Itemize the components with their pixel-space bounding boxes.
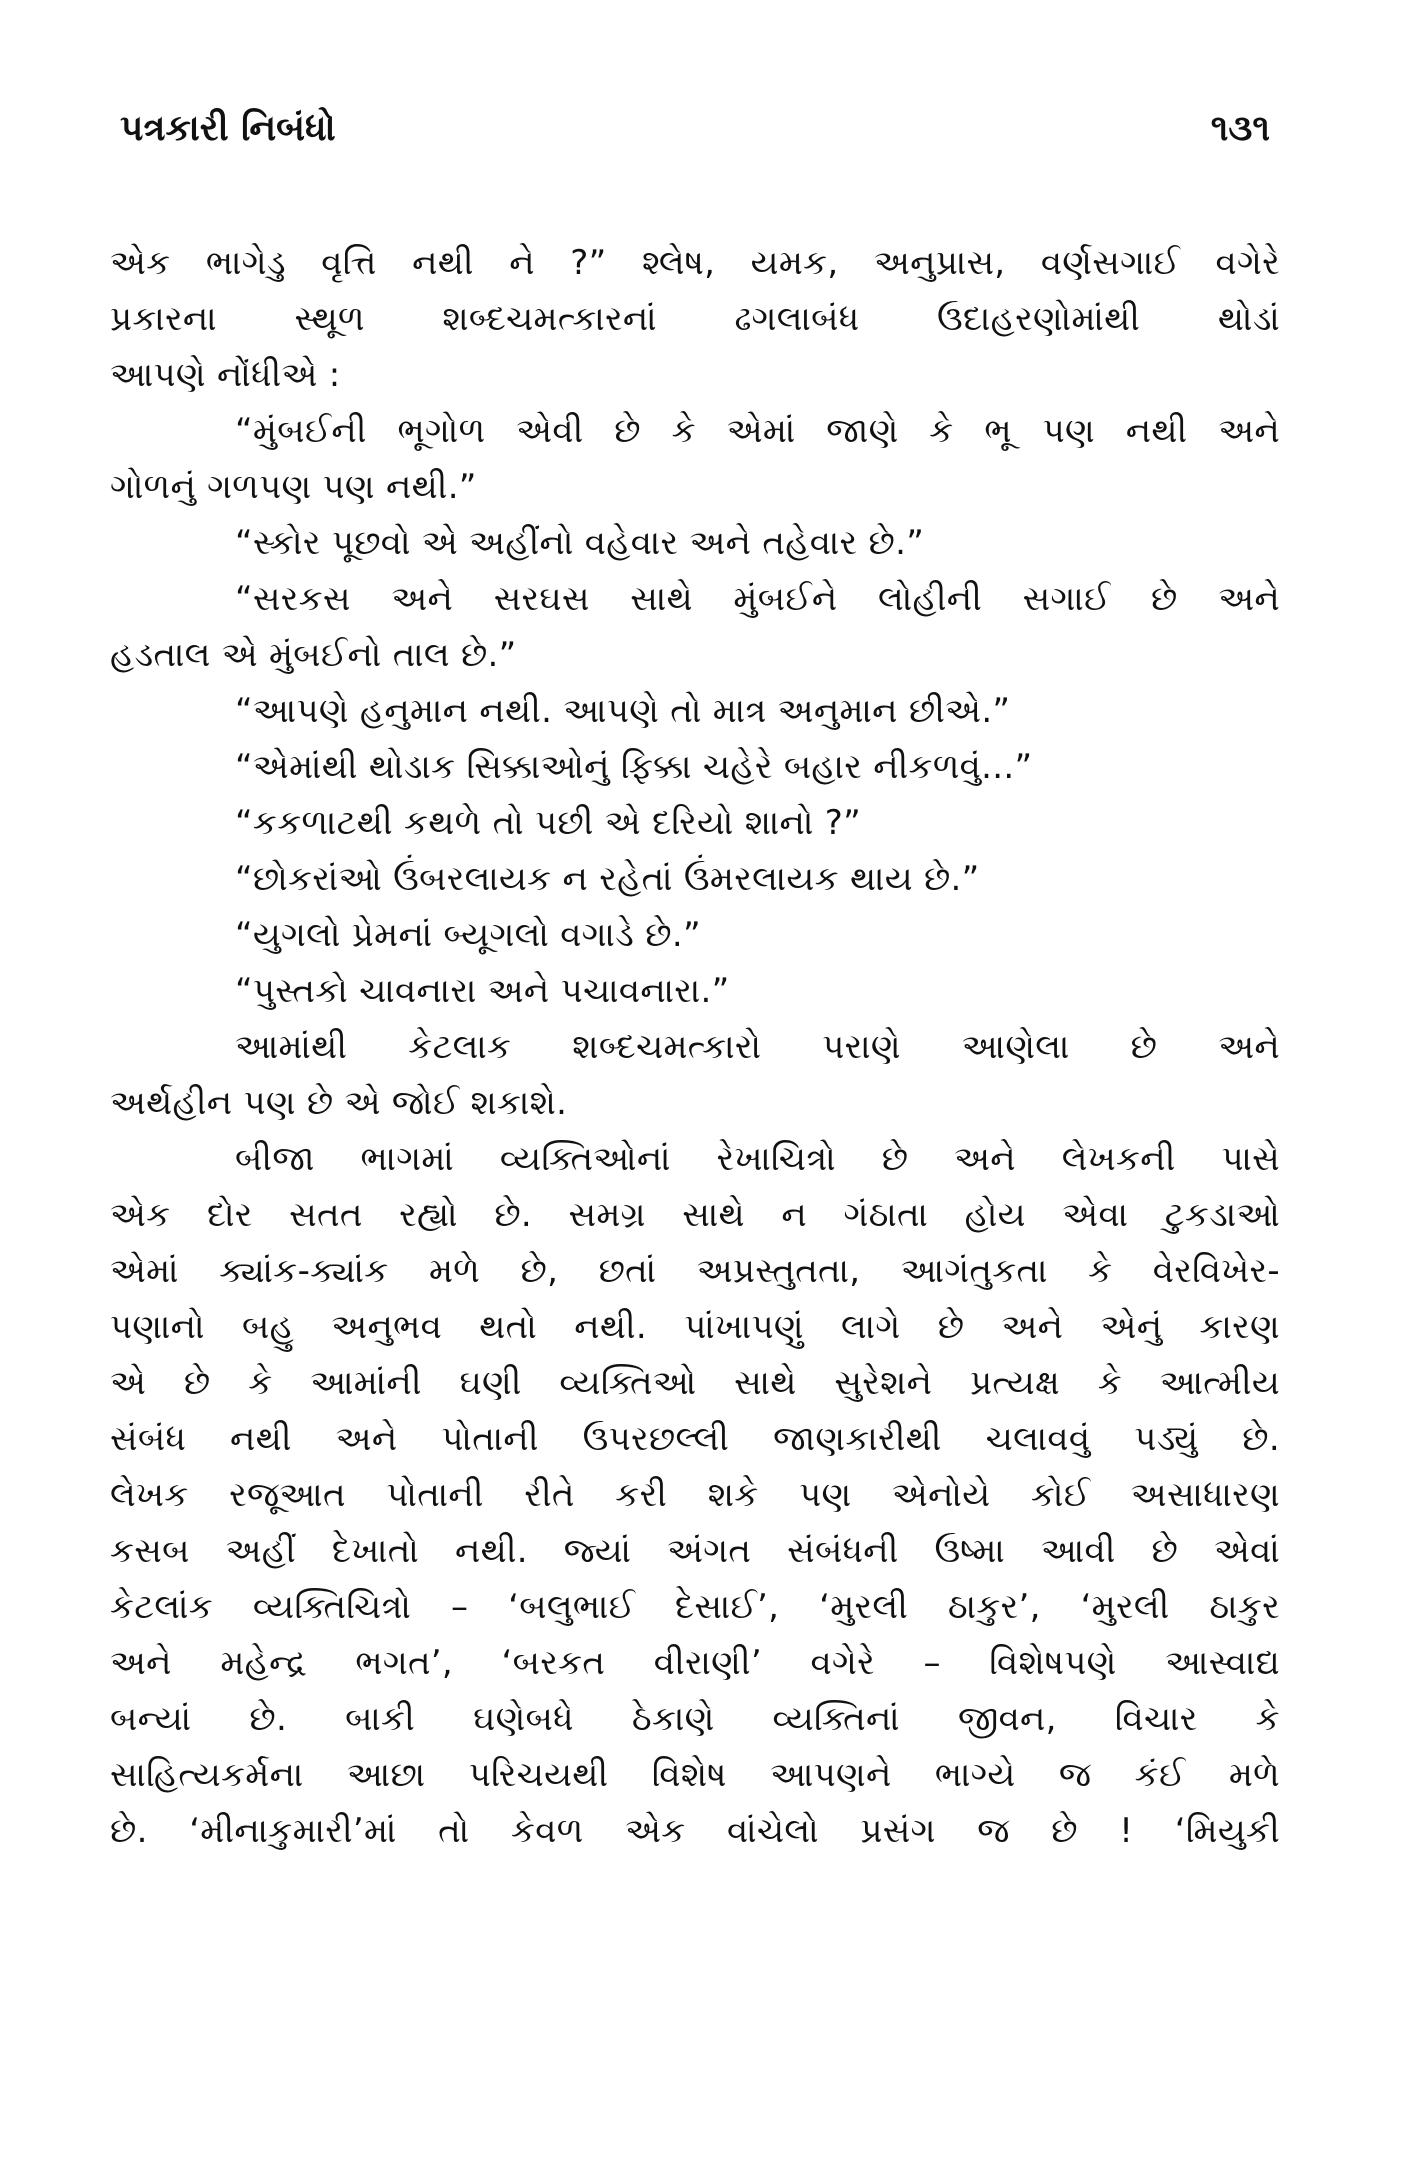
- quote-line: “યુગલો પ્રેમનાં બ્યૂગલો વગાડે છે.”: [235, 915, 701, 955]
- text-line: આપણે નોંધીએ :: [110, 355, 341, 395]
- paragraph-line: છે. ‘મીનાકુમારી’માં તો કેવળ એક વાંચેલો પ્રસંગ જ છે ! ‘મિયુકી: [110, 1811, 1280, 1851]
- paragraph-line: પણાનો બહુ અનુભવ થતો નથી. પાંખાપણું લાગે છે અને એનું કારણ: [110, 1307, 1280, 1347]
- text-line: પ્રકારના સ્થૂળ શબ્દચમત્કારનાં ઢગલાબંધ ઉદાહરણોમાંથી થોડાં: [110, 299, 1280, 339]
- quote-line: “મુંબઈની ભૂગોળ એવી છે કે એમાં જાણે કે ભૂ પણ નથી અને: [235, 411, 1280, 451]
- quote-line: હડતાલ એ મુંબઈનો તાલ છે.”: [110, 635, 517, 675]
- quote-line: ગોળનું ગળપણ પણ નથી.”: [110, 467, 477, 507]
- running-title: પત્રકારી નિબંધો: [120, 108, 336, 149]
- text-line: એક ભાગેડુ વૃત્તિ નથી ને ?” શ્લેષ, યમક, અનુપ્રાસ, વર્ણસગાઈ વગેરે: [110, 243, 1280, 283]
- paragraph-line: એમાં ક્યાંક-ક્યાંક મળે છે, છતાં અપ્રસ્તુતતા, આગંતુકતા કે વેરવિખેર-: [110, 1251, 1280, 1291]
- paragraph-line: સાહિત્યકર્મના આછા પરિચયથી વિશેષ આપણને ભાગ્યે જ કંઈ મળે: [110, 1755, 1280, 1795]
- body-text: [110, 235, 1280, 1859]
- page-number: ૧૩૧: [1210, 108, 1270, 149]
- quote-line: “કકળાટથી કથળે તો પછી એ દરિયો શાનો ?”: [235, 803, 862, 843]
- paragraph-line: અને મહેન્દ્ર ભગત’, ‘બરકત વીરાણી’ વગેરે – વિશેષપણે આસ્વાદ્ય: [110, 1643, 1280, 1683]
- paragraph-line: લેખક રજૂઆત પોતાની રીતે કરી શકે પણ એનોયે કોઈ અસાધારણ: [110, 1475, 1280, 1515]
- quote-line: “પુસ્તકો ચાવનારા અને પચાવનારા.”: [235, 971, 730, 1011]
- paragraph-line: બીજા ભાગમાં વ્યક્તિઓનાં રેખાચિત્રો છે અને લેખકની પાસે: [235, 1139, 1280, 1179]
- quote-line: “આપણે હનુમાન નથી. આપણે તો માત્ર અનુમાન છીએ.”: [235, 691, 1011, 731]
- paragraph-line: કેટલાંક વ્યક્તિચિત્રો – ‘બલુભાઈ દેસાઈ’, ‘મુરલી ઠાકુર’, ‘મુરલી ઠાકુર: [110, 1587, 1280, 1627]
- quote-line: “એમાંથી થોડાક સિક્કાઓનું ફિક્કા ચહેરે બહાર નીકળવું...”: [235, 747, 1033, 787]
- quote-line: “સરકસ અને સરઘસ સાથે મુંબઈને લોહીની સગાઈ છે અને: [235, 579, 1280, 619]
- text-line: આમાંથી કેટલાક શબ્દચમત્કારો પરાણે આણેલા છે અને: [235, 1027, 1280, 1067]
- quote-line: “સ્કોર પૂછવો એ અહીંનો વહેવાર અને તહેવાર છે.”: [235, 523, 925, 563]
- quote-line: “છોકરાંઓ ઉંબરલાયક ન રહેતાં ઉંમરલાયક થાય છે.”: [235, 859, 980, 899]
- paragraph-line: એક દોર સતત રહ્યો છે. સમગ્ર સાથે ન ગંઠાતા હોય એવા ટુકડાઓ: [110, 1195, 1280, 1235]
- paragraph-line: કસબ અહીં દેખાતો નથી. જ્યાં અંગત સંબંધની ઉષ્મા આવી છે એવાં: [110, 1531, 1280, 1571]
- paragraph-line: એ છે કે આમાંની ઘણી વ્યક્તિઓ સાથે સુરેશને પ્રત્યક્ષ કે આત્મીય: [110, 1363, 1280, 1403]
- paragraph-line: બન્યાં છે. બાકી ઘણેબધે ઠેકાણે વ્યક્તિનાં જીવન, વિચાર કે: [110, 1699, 1280, 1739]
- page-header: [120, 108, 1270, 168]
- paragraph-line: સંબંધ નથી અને પોતાની ઉપરછલ્લી જાણકારીથી ચલાવવું પડ્યું છે.: [110, 1419, 1280, 1459]
- text-line: અર્થહીન પણ છે એ જોઈ શકાશે.: [110, 1083, 568, 1123]
